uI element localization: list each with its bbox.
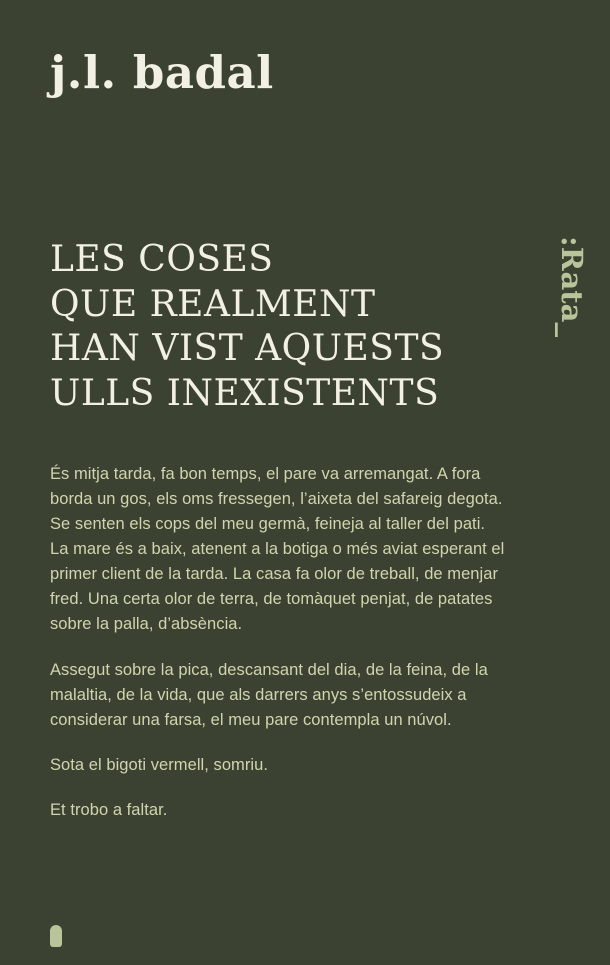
title-line: QUE REALMENT (50, 283, 376, 325)
publisher-mark-icon (50, 925, 62, 947)
blurb-text (50, 462, 505, 823)
blurb-paragraph: És mitja tarda, fa bon temps, el pare va arremangat. A fora borda un gos, els oms fressegen, l’aixeta del safareig degota. Se senten els cops del meu germà, feineja al taller del pati. La mare és a baix, atenent a la botiga o més aviat esperant el primer client de la tarda. La casa fa olor de treball, de menjar fred. Una certa olor de terra, de tomàquet penjat, de patates sobre la palla, d’absència. (50, 465, 505, 634)
author-name: j.l. badal (50, 46, 274, 99)
title-line: HAN VIST AQUESTS (50, 328, 445, 370)
title-line: LES COSES (50, 239, 274, 280)
book-title (50, 238, 520, 417)
blurb-paragraph: Et trobo a faltar. (50, 800, 168, 819)
title-line: ULLS INEXISTENTS (50, 372, 440, 414)
publisher-imprint: :Rata_ (555, 236, 589, 337)
blurb-paragraph: Sota el bigoti vermell, somriu. (50, 755, 268, 774)
blurb-paragraph: Assegut sobre la pica, descansant del dia, de la feina, de la malaltia, de la vida, que als darrers anys s’entossudeix a considerar una farsa, el meu pare contempla un núvol. (50, 660, 488, 729)
